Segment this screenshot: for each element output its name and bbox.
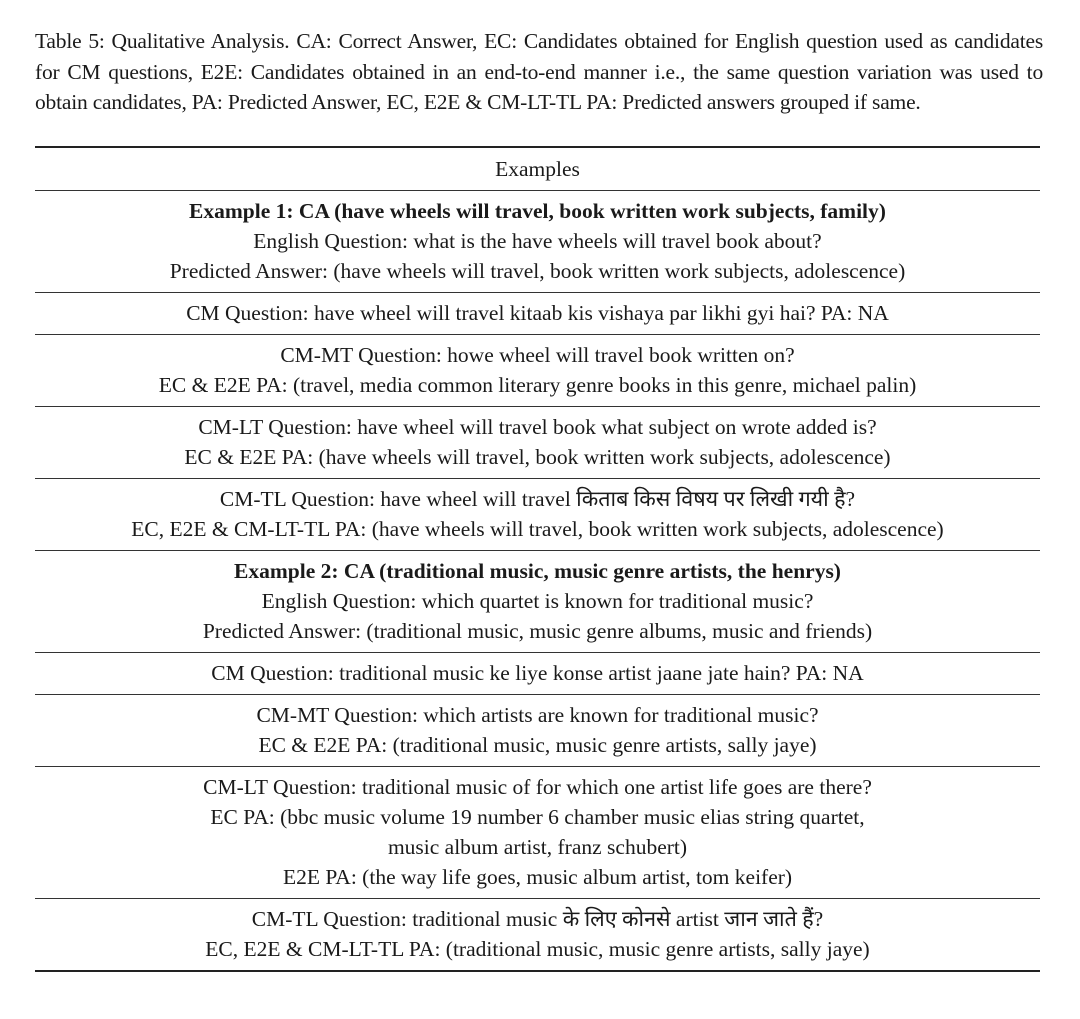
predicted-answer: EC, E2E & CM-LT-TL PA: (traditional music, music genre artists, sally jaye): [205, 937, 870, 961]
table-row: [35, 653, 1040, 695]
cm-tl-question: CM-TL Question: traditional music के लिए कोनसे artist जान जाते हैं?: [251, 907, 824, 931]
header-label: Examples: [495, 157, 580, 181]
predicted-answer: Predicted Answer: (traditional music, music genre albums, music and friends): [202, 619, 873, 643]
cm-mt-question: CM-MT Question: howe wheel will travel book written on?: [280, 343, 795, 367]
table-row: [35, 767, 1040, 899]
ec-predicted-answer-continued: music album artist, franz schubert): [387, 835, 688, 859]
table-row: [35, 293, 1040, 335]
example-1-title: Example 1: CA (have wheels will travel, book written work subjects, family): [189, 199, 886, 223]
table-header: [35, 148, 1040, 191]
table-row: [35, 899, 1040, 970]
english-question: English Question: what is the have wheels will travel book about?: [253, 229, 822, 253]
example-2-title: Example 2: CA (traditional music, music genre artists, the henrys): [234, 559, 841, 583]
cm-lt-question: CM-LT Question: have wheel will travel book what subject on wrote added is?: [198, 415, 877, 439]
cm-question: CM Question: traditional music ke liye konse artist jaane jate hain? PA: NA: [211, 661, 864, 685]
cm-mt-question: CM-MT Question: which artists are known for traditional music?: [256, 703, 819, 727]
table-row: [35, 191, 1040, 293]
table-row: [35, 407, 1040, 479]
predicted-answer: EC & E2E PA: (have wheels will travel, book written work subjects, adolescence): [184, 445, 891, 469]
predicted-answer: Predicted Answer: (have wheels will travel, book written work subjects, adolescence): [169, 259, 906, 283]
table-caption: Table 5: Qualitative Analysis. CA: Correct Answer, EC: Candidates obtained for English question used as candidates for CM questions, E2E: Candidates obtained in an end-to-end manner i.e., the same question variation was used to obtain candidates, PA: Predicted Answer, EC, E2E & CM-LT-TL PA: Predicted answers grouped if same.: [35, 29, 1043, 114]
e2e-predicted-answer: E2E PA: (the way life goes, music album artist, tom keifer): [282, 865, 793, 889]
table-row: [35, 479, 1040, 551]
predicted-answer: EC & E2E PA: (traditional music, music genre artists, sally jaye): [258, 733, 817, 757]
predicted-answer: EC, E2E & CM-LT-TL PA: (have wheels will travel, book written work subjects, adolescence): [131, 517, 944, 541]
predicted-answer: EC & E2E PA: (travel, media common literary genre books in this genre, michael palin): [158, 373, 917, 397]
cm-question: CM Question: have wheel will travel kitaab kis vishaya par likhi gyi hai? PA: NA: [186, 301, 889, 325]
qualitative-analysis-table: [35, 146, 1040, 972]
table-row: [35, 695, 1040, 767]
english-question: English Question: which quartet is known for traditional music?: [261, 589, 814, 613]
table-row: [35, 335, 1040, 407]
table-row: [35, 551, 1040, 653]
ec-predicted-answer: EC PA: (bbc music volume 19 number 6 chamber music elias string quartet,: [210, 805, 865, 829]
cm-tl-question: CM-TL Question: have wheel will travel किताब किस विषय पर लिखी गयी है?: [219, 487, 856, 511]
cm-lt-question: CM-LT Question: traditional music of for which one artist life goes are there?: [203, 775, 872, 799]
